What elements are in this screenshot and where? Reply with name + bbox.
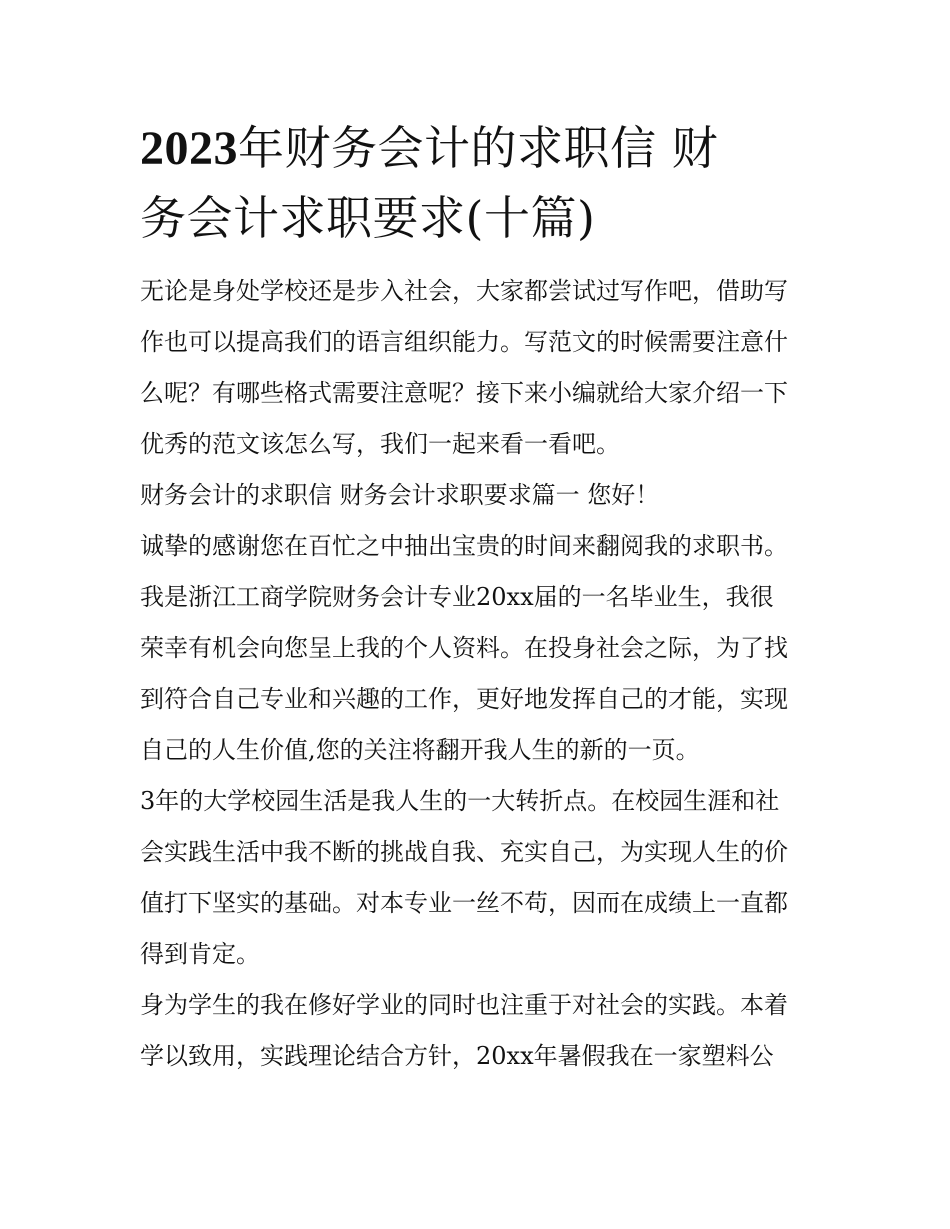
body-line-9: 到符合自己专业和兴趣的工作，更好地发挥自己的才能，实现 <box>140 685 788 713</box>
body-line-1: 无论是身处学校还是步入社会，大家都尝试过写作吧，借助写 <box>140 277 788 305</box>
body-line-12: 会实践生活中我不断的挑战自我、充实自己，为实现人生的价 <box>140 838 788 866</box>
body-line-11: 3年的大学校园生活是我人生的一大转折点。在校园生涯和社 <box>140 787 780 815</box>
body-line-2: 作也可以提高我们的语言组织能力。写范文的时候需要注意什 <box>140 328 788 356</box>
body-line-16: 学以致用，实践理论结合方针，20xx年暑假我在一家塑料公 <box>140 1042 774 1070</box>
body-line-13: 值打下坚实的基础。对本专业一丝不苟，因而在成绩上一直都 <box>140 889 788 917</box>
title-line-2: 务会计求职要求(十篇) <box>140 191 596 245</box>
title-year: 2023 <box>140 122 238 175</box>
body-line-15: 身为学生的我在修好学业的同时也注重于对社会的实践。本着 <box>140 991 788 1019</box>
title-line-1 <box>140 121 719 175</box>
body-line-5: 财务会计的求职信 财务会计求职要求篇一 您好！ <box>140 481 660 509</box>
document-page <box>140 0 820 1229</box>
title-line-1-text: 年财务会计的求职信 财 <box>238 121 719 175</box>
body-line-4: 优秀的范文该怎么写，我们一起来看一看吧。 <box>140 430 620 458</box>
body-line-3: 么呢？有哪些格式需要注意呢？接下来小编就给大家介绍一下 <box>140 379 788 407</box>
body-line-8: 荣幸有机会向您呈上我的个人资料。在投身社会之际，为了找 <box>140 634 788 662</box>
body-line-10: 自己的人生价值,您的关注将翻开我人生的新的一页。 <box>140 736 700 764</box>
body-line-14: 得到肯定。 <box>140 940 260 968</box>
body-line-7: 我是浙江工商学院财务会计专业20xx届的一名毕业生，我很 <box>140 583 774 611</box>
body-line-6: 诚挚的感谢您在百忙之中抽出宝贵的时间来翻阅我的求职书。 <box>140 532 788 560</box>
